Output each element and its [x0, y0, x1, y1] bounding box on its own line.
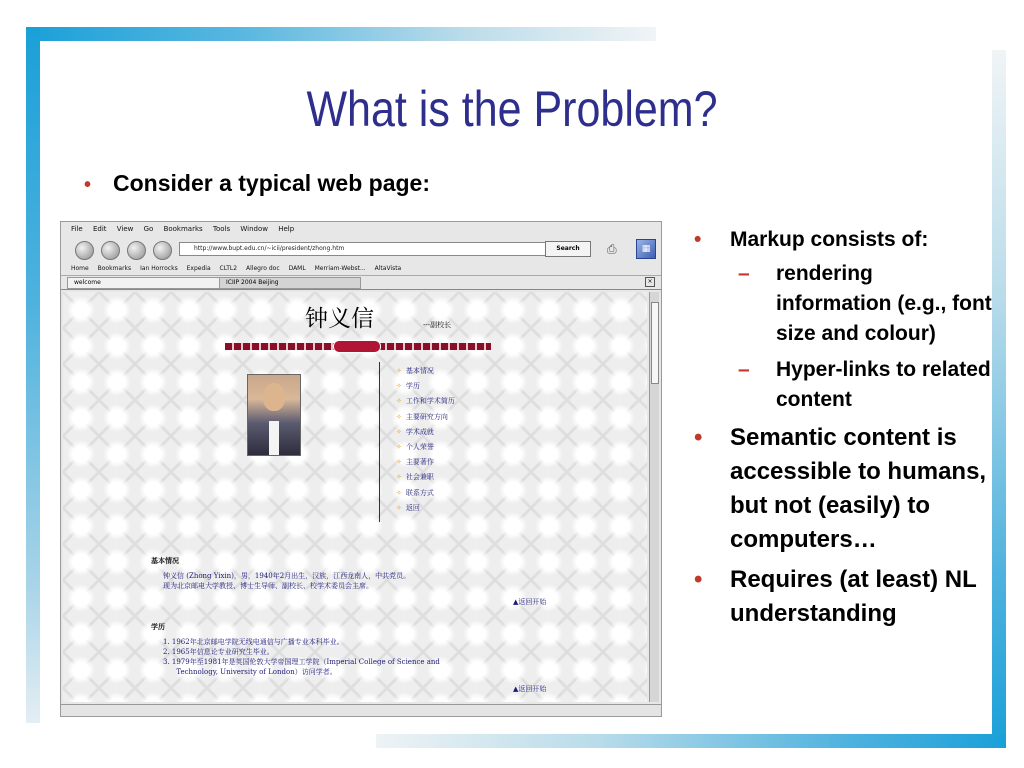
basic-info-line: 钟义信 (Zhong Yixin)，男，1940年2月出生，汉族，江西龙南人，中共党员。	[163, 572, 411, 580]
arrow-icon: ✧	[396, 427, 402, 436]
main-bullet	[84, 170, 430, 197]
page-nav-menu	[396, 364, 455, 516]
browser-screenshot	[60, 221, 662, 717]
page-nav-label[interactable]: 工作和学术简历	[405, 397, 455, 406]
sub-bullet-rendering	[694, 259, 994, 349]
menu-bookmarks[interactable]: Bookmarks	[163, 225, 203, 233]
education-item: Technology, University of London）访问学者。	[163, 668, 337, 676]
back-to-top-link[interactable]: ▲返回开始	[513, 685, 547, 693]
sub-bullet-hyperlinks-text: Hyper-links to related content	[776, 358, 991, 411]
page-nav-item[interactable]	[396, 379, 455, 394]
tab-iciip[interactable]: ICIIP 2004 Beijing	[219, 277, 361, 289]
page-nav-label[interactable]: 个人荣誉	[405, 443, 434, 452]
page-nav-item[interactable]	[396, 410, 455, 425]
bullet-dot: •	[694, 424, 703, 451]
decorative-oval	[333, 340, 381, 353]
education-item: 3. 1979年至1981年是英国伦敦大学帝国理工学院（Imperial College of Science and	[163, 658, 440, 666]
arrow-icon: ✧	[396, 412, 402, 421]
frame-bottom-bar	[376, 734, 1006, 748]
education-item: 2. 1965年信息论专业研究生毕业。	[163, 648, 274, 656]
browser-statusbar	[61, 704, 661, 717]
main-bullet-text: Consider a typical web page:	[113, 170, 430, 196]
bookmark-allegro-doc[interactable]: Allegro doc	[246, 265, 280, 272]
bullet-requires	[694, 563, 994, 631]
right-bullets	[694, 226, 994, 631]
frame-left-bar	[26, 27, 40, 723]
stop-button[interactable]	[153, 241, 172, 260]
bookmark-home[interactable]: Home	[71, 265, 89, 272]
portrait-shirt	[269, 421, 279, 455]
frame-right-bar	[992, 50, 1006, 748]
back-button[interactable]	[75, 241, 94, 260]
arrow-icon: ✧	[396, 397, 402, 406]
basic-info-line: 现为北京邮电大学教授、博士生导师、副校长、校学术委员会主席。	[163, 582, 373, 590]
forward-button[interactable]	[101, 241, 120, 260]
menu-edit[interactable]: Edit	[92, 225, 107, 233]
education-heading: 学历	[151, 622, 165, 631]
sub-bullet-rendering-text: rendering information (e.g., font size and colour)	[776, 262, 992, 345]
sub-bullet-hyperlinks	[694, 355, 994, 415]
education-item: 1. 1962年北京邮电学院无线电通信与广播专业本科毕业。	[163, 638, 344, 646]
page-nav-label[interactable]: 学术成就	[405, 427, 434, 436]
slide-title: What is the Problem?	[306, 81, 718, 137]
page-content	[63, 292, 647, 702]
arrow-icon: ✧	[396, 367, 402, 375]
back-to-top-link[interactable]: ▲返回开始	[513, 598, 547, 606]
sub-bullet-dash: –	[738, 358, 750, 381]
page-nav-label[interactable]: 返回	[405, 503, 420, 512]
print-icon[interactable]: ⎙	[607, 242, 617, 256]
bookmark-cltl2[interactable]: CLTL2	[219, 265, 238, 272]
portrait-head	[263, 383, 285, 411]
tab-bar	[61, 275, 661, 290]
bullet-semantic	[694, 421, 994, 557]
page-nav-item[interactable]	[396, 440, 455, 455]
bookmarks-toolbar	[61, 262, 661, 275]
scrollbar-thumb[interactable]	[651, 302, 659, 384]
frame-top-bar	[26, 27, 656, 41]
page-nav-label[interactable]: 社会兼职	[405, 473, 434, 482]
menu-tools[interactable]: Tools	[212, 225, 231, 233]
bookmark-bookmarks[interactable]: Bookmarks	[97, 265, 132, 272]
page-nav-item[interactable]	[396, 501, 455, 516]
sub-bullet-dash: –	[738, 262, 750, 285]
page-nav-label[interactable]: 主要著作	[405, 458, 434, 467]
page-nav-item[interactable]	[396, 455, 455, 470]
basic-info-heading: 基本情况	[151, 556, 179, 565]
page-nav-label[interactable]: 基本情况	[405, 367, 434, 375]
page-nav-label[interactable]: 学历	[405, 382, 420, 391]
tab-welcome[interactable]: welcome	[67, 277, 221, 289]
bullet-semantic-text: Semantic content is accessible to humans, but not (easily) to computers…	[730, 424, 987, 553]
page-nav-item[interactable]	[396, 394, 455, 409]
menu-help[interactable]: Help	[278, 225, 295, 233]
reload-button[interactable]	[127, 241, 146, 260]
arrow-icon: ✧	[396, 503, 402, 512]
bullet-markup-text: Markup consists of:	[730, 228, 929, 251]
close-tab-icon[interactable]: ×	[645, 277, 655, 287]
search-button[interactable]: Search	[545, 241, 591, 257]
bullet-requires-text: Requires (at least) NL understanding	[730, 566, 977, 627]
bullet-dot: •	[694, 228, 702, 251]
menu-window[interactable]: Window	[240, 225, 268, 233]
bookmark-merriam-webster[interactable]: Merriam-Webst...	[314, 265, 366, 272]
page-nav-item[interactable]	[396, 486, 455, 501]
arrow-icon: ✧	[396, 473, 402, 482]
page-nav-item[interactable]	[396, 470, 455, 485]
portrait-photo	[247, 374, 301, 456]
basic-info-section	[151, 556, 410, 591]
menu-file[interactable]: File	[71, 225, 83, 233]
arrow-icon: ✧	[396, 443, 402, 452]
education-section	[151, 622, 440, 677]
page-nav-item[interactable]	[396, 364, 455, 379]
page-nav-label[interactable]: 联系方式	[405, 488, 434, 497]
menu-view[interactable]: View	[116, 225, 134, 233]
bullet-markup	[694, 226, 994, 253]
browser-logo-icon: ▦	[636, 239, 656, 259]
url-field[interactable]: http://www.bupt.edu.cn/~icii/president/zhong.htm	[179, 242, 555, 256]
browser-menubar	[61, 222, 661, 236]
menu-go[interactable]: Go	[143, 225, 154, 233]
bookmark-altavista[interactable]: AltaVista	[374, 265, 402, 272]
browser-navbar	[61, 236, 661, 262]
bullet-dot: •	[694, 566, 703, 593]
page-scrollbar[interactable]	[649, 292, 659, 702]
arrow-icon: ✧	[396, 488, 402, 497]
bookmark-ian-horrocks[interactable]: Ian Horrocks	[140, 265, 178, 272]
page-nav-label[interactable]: 主要研究方向	[405, 412, 448, 421]
page-nav-item[interactable]	[396, 425, 455, 440]
person-name: 钟义信	[305, 306, 374, 332]
person-role: ---副校长	[423, 321, 452, 329]
arrow-icon: ✧	[396, 458, 402, 467]
menu-divider	[379, 362, 380, 522]
bookmark-daml[interactable]: DAML	[288, 265, 306, 272]
bullet-dot: •	[84, 174, 92, 196]
arrow-icon: ✧	[396, 382, 402, 391]
bookmark-expedia[interactable]: Expedia	[186, 265, 211, 272]
